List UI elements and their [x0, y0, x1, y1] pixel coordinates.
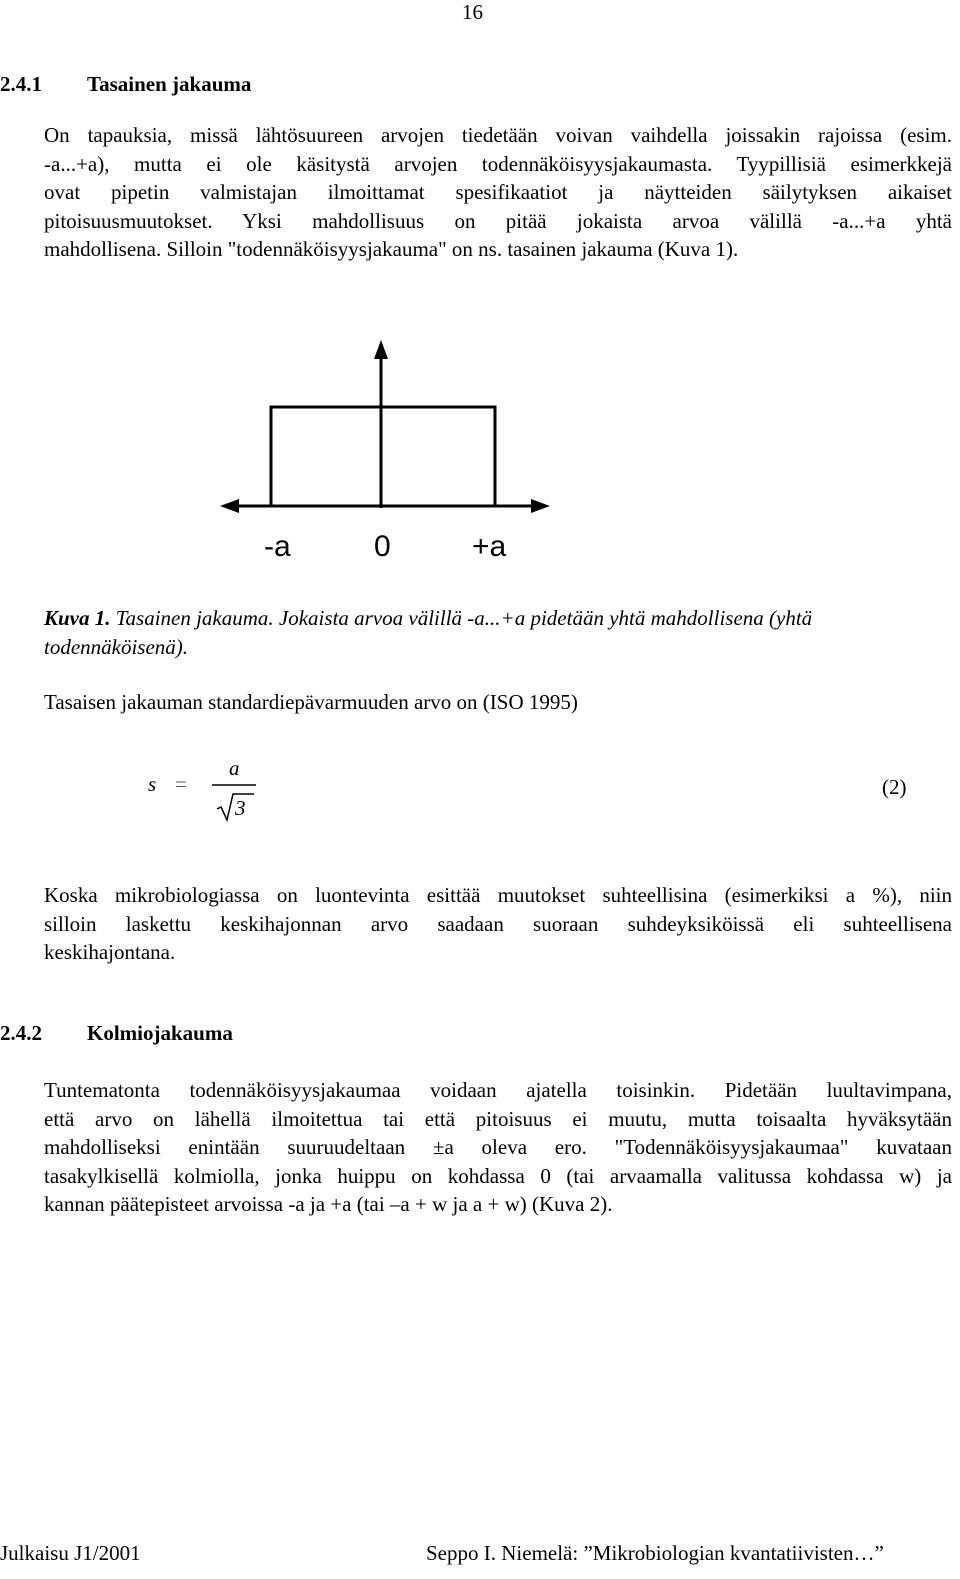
intro-paragraph — [44, 121, 952, 264]
paragraph-line: tasakylkisellä kolmiolla, jonka huippu on kohdassa 0 (tai arvaamalla valitussa kohdassa w) ja — [44, 1163, 952, 1188]
section-title: Kolmiojakauma — [87, 1021, 233, 1045]
formula-lhs: s — [148, 772, 157, 796]
formula-numerator: a — [229, 756, 240, 780]
std-paragraph: Tasaisen jakauman standardiepävarmuuden arvo on (ISO 1995) — [44, 690, 578, 714]
uniform-rectangle — [271, 407, 495, 506]
formula-equals: = — [175, 772, 187, 796]
caption-text: Tasainen jakauma. Jokaista arvoa välillä -a...+a pidetään yhtä mahdollisena (yhtä — [115, 606, 813, 630]
x-label-zero: 0 — [374, 530, 391, 563]
section-heading-2-4-1 — [0, 72, 251, 97]
section-heading-2-4-2 — [0, 1021, 233, 1046]
paragraph-line: mahdolliseksi enintään suuruudeltaan ±a oleva ero. "Todennäköisyysjakaumaa" kuvataan — [44, 1135, 952, 1159]
paragraph-line: Koska mikrobiologiassa on luontevinta esittää muutokset suhteellisina (esimerkiksi a %), niin — [44, 883, 952, 907]
paragraph-line: kannan päätepisteet arvoissa -a ja +a (tai –a + w ja a + w) (Kuva 2). — [44, 1192, 613, 1216]
paragraph-line: ovat pipetin valmistajan ilmoittamat spesifikaatiot ja näytteiden säilytyksen aikaiset — [44, 180, 952, 204]
paragraph-line: mahdollisena. Silloin "todennäköisyysjakauma" on ns. tasainen jakauma (Kuva 1). — [44, 237, 739, 261]
relative-std-paragraph — [44, 881, 952, 967]
horizontal-axis-right-arrowhead — [531, 499, 550, 513]
fraction-and-sqrt — [208, 780, 260, 824]
triangular-paragraph — [44, 1076, 952, 1219]
caption-label: Kuva 1. — [44, 606, 111, 630]
page-number: 16 — [462, 0, 483, 24]
paragraph-line: On tapauksia, missä lähtösuureen arvojen tiedetään voivan vaihdella joissakin rajoissa (esim. — [44, 123, 952, 147]
formula-denominator: 3 — [235, 796, 246, 820]
paragraph-line: silloin laskettu keskihajonnan arvo saadaan suoraan suhdeyksiköissä eli suhteellisena — [44, 911, 952, 936]
paragraph-line: pitoisuusmuutokset. Yksi mahdollisuus on pitää jokaista arvoa välillä -a...+a yhtä — [44, 208, 952, 233]
paragraph-line: keskihajontana. — [44, 940, 176, 964]
caption-text-continued: todennäköisenä). — [44, 634, 189, 659]
vertical-axis-arrowhead — [374, 340, 388, 359]
figure-caption — [44, 604, 956, 661]
section-title: Tasainen jakauma — [87, 72, 252, 96]
paragraph-line: -a...+a), mutta ei ole käsitystä arvojen todennäköisyysjakaumasta. Tyypillisiä esimerkkejä — [44, 151, 952, 176]
horizontal-axis-left-arrowhead — [220, 499, 239, 513]
x-label-plus-a: +a — [472, 530, 507, 563]
footer-author: Seppo I. Niemelä: ”Mikrobiologian kvantatiivisten…” — [426, 1541, 884, 1565]
uniform-distribution-figure — [215, 335, 555, 520]
equation-number: (2) — [882, 775, 907, 799]
section-number: 2.4.1 — [0, 72, 42, 96]
paragraph-line: Tuntematonta todennäköisyysjakaumaa voidaan ajatella toisinkin. Pidetään luultavimpana, — [44, 1078, 952, 1102]
paragraph-line: että arvo on lähellä ilmoitettua tai että pitoisuus ei muutu, mutta toisaalta hyväksytään — [44, 1106, 952, 1131]
footer-publication: Julkaisu J1/2001 — [0, 1541, 141, 1565]
section-number: 2.4.2 — [0, 1021, 42, 1045]
x-label-minus-a: -a — [264, 530, 291, 563]
